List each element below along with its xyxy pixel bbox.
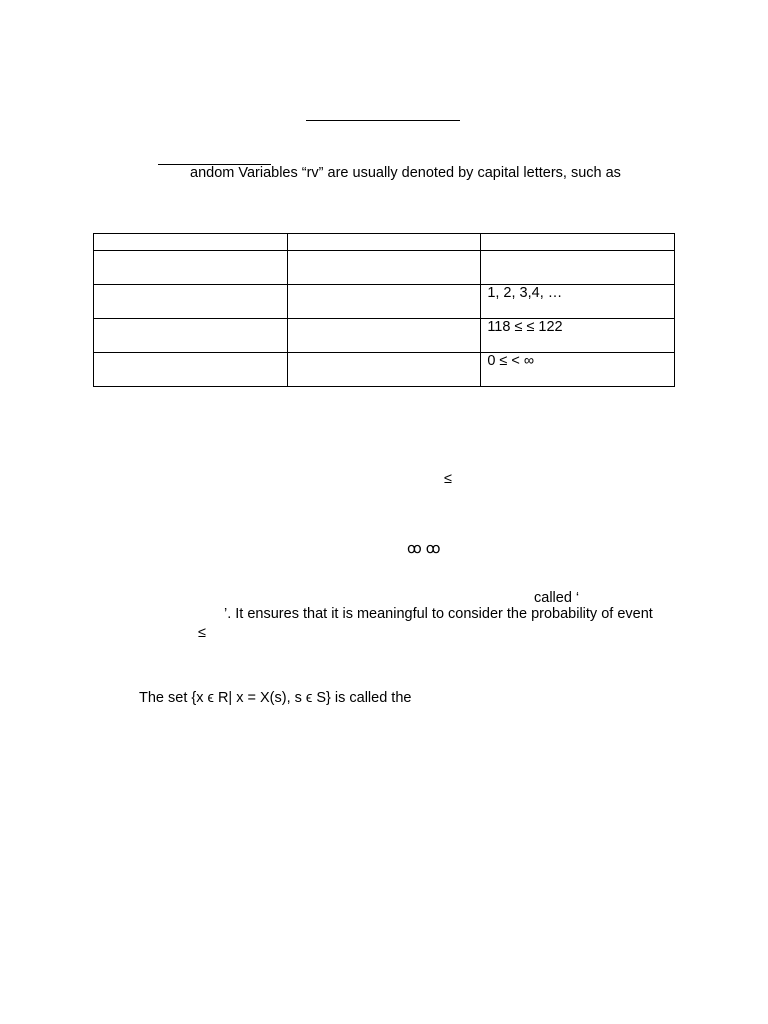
table-cell [287, 251, 481, 285]
infinity-pair: ꝏ ꝏ [407, 541, 441, 557]
table-cell [94, 319, 288, 353]
table-cell [94, 234, 288, 251]
leq-symbol-2: ≤ [198, 625, 206, 641]
meaningful-sentence: ’. It ensures that it is meaningful to consider the probability of event [224, 606, 653, 622]
table-cell [287, 234, 481, 251]
range-sentence: The set {x ϵ R| x = X(s), s ϵ S} is called the [139, 690, 412, 706]
table-cell [94, 285, 288, 319]
table-row [94, 353, 675, 387]
table-header-row [94, 234, 675, 251]
intro-sentence: andom Variables “rv” are usually denoted by capital letters, such as [190, 165, 621, 181]
random-variable-table [93, 233, 675, 387]
table-cell [481, 234, 675, 251]
table-cell [287, 285, 481, 319]
table-cell [481, 251, 675, 285]
table-cell [94, 251, 288, 285]
table-row [94, 285, 675, 319]
table-row [94, 319, 675, 353]
title-underline [306, 120, 460, 121]
table-cell [287, 319, 481, 353]
table-row [94, 251, 675, 285]
table-cell: 1, 2, 3,4, … [481, 285, 675, 319]
leq-symbol: ≤ [444, 471, 452, 487]
table-cell [287, 353, 481, 387]
table-cell: 0 ≤ < ∞ [481, 353, 675, 387]
table-cell: 118 ≤ ≤ 122 [481, 319, 675, 353]
table-cell [94, 353, 288, 387]
called-quote: called ‘ [534, 590, 580, 606]
